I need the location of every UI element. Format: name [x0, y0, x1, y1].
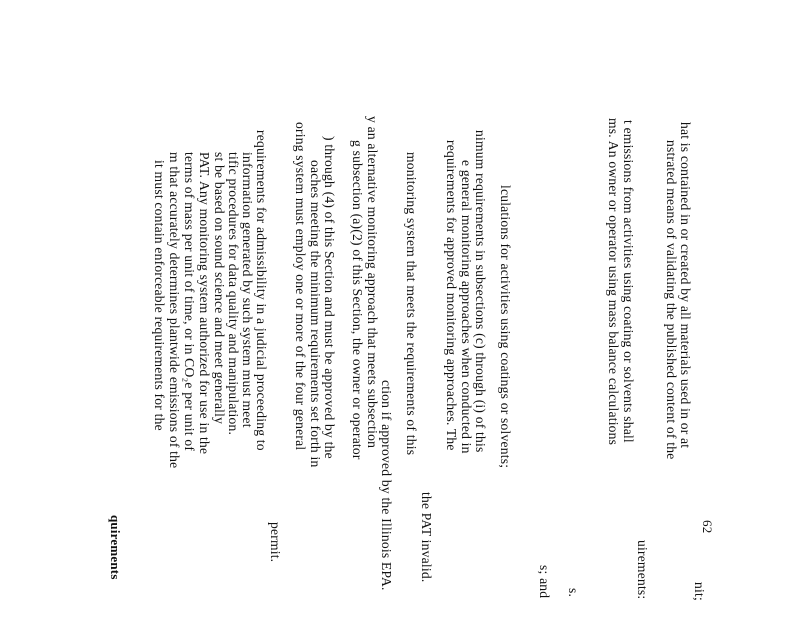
text-line: PAT. Any monitoring system authorized for use in the — [197, 152, 212, 455]
text-line: uirements: — [635, 540, 650, 600]
text-line: terms of mass per unit of time, or in CO₂e per unit of — [182, 152, 197, 452]
text-line: ms. An owner or operator using mass balance calculations — [606, 118, 621, 446]
text-line: tific procedures for data quality and manipulation. — [226, 152, 241, 436]
text-line: ) through (4) of this Section and must be approved by the — [322, 136, 337, 459]
text-line: oaches meeting the minimum requirements set forth in — [308, 160, 323, 468]
text-line: m that accurately determines plantwide emissions of the — [167, 152, 182, 469]
text-line: nimum requirements in subsections (c) through (i) of this — [473, 130, 488, 453]
page-number: 62 — [700, 520, 715, 534]
text-line: nit; — [692, 582, 707, 601]
text-line: permit. — [268, 522, 283, 563]
text-line: requirements for approved monitoring approaches. The — [444, 140, 459, 451]
text-line: hat is contained in or created by all materials used in or at — [678, 122, 693, 449]
section-heading: quirements — [108, 515, 123, 580]
text-line: e general monitoring approaches when conducted in — [459, 160, 474, 454]
text-line: y an alternative monitoring approach that meets subsection — [365, 116, 380, 449]
text-line: st be based on sound science and meet generally — [212, 152, 227, 425]
text-line: s. — [566, 588, 581, 598]
text-line: s; and — [537, 565, 552, 599]
text-line: it must contain enforceable requirements for the — [152, 160, 167, 431]
text-line: ction if approved by the Illinois EPA. — [379, 380, 394, 591]
text-line: lculations for activities using coatings or solvents; — [498, 185, 513, 469]
text-line: nstrated means of validating the published content of the — [664, 140, 679, 460]
text-line: t emissions from activities using coating or solvents shall — [621, 120, 636, 443]
text-line: information generated by such system must meet — [240, 152, 255, 428]
text-line: g subsection (a)(2) of this Section, the owner or operator — [350, 140, 365, 460]
text-line: monitoring system that meets the requirements of this — [404, 152, 419, 456]
text-line: oring system must employ one or more of the four general — [293, 122, 308, 451]
text-line: the PAT invalid. — [419, 492, 434, 583]
text-line: requirements for admissibility in a judicial proceeding to — [254, 130, 269, 451]
